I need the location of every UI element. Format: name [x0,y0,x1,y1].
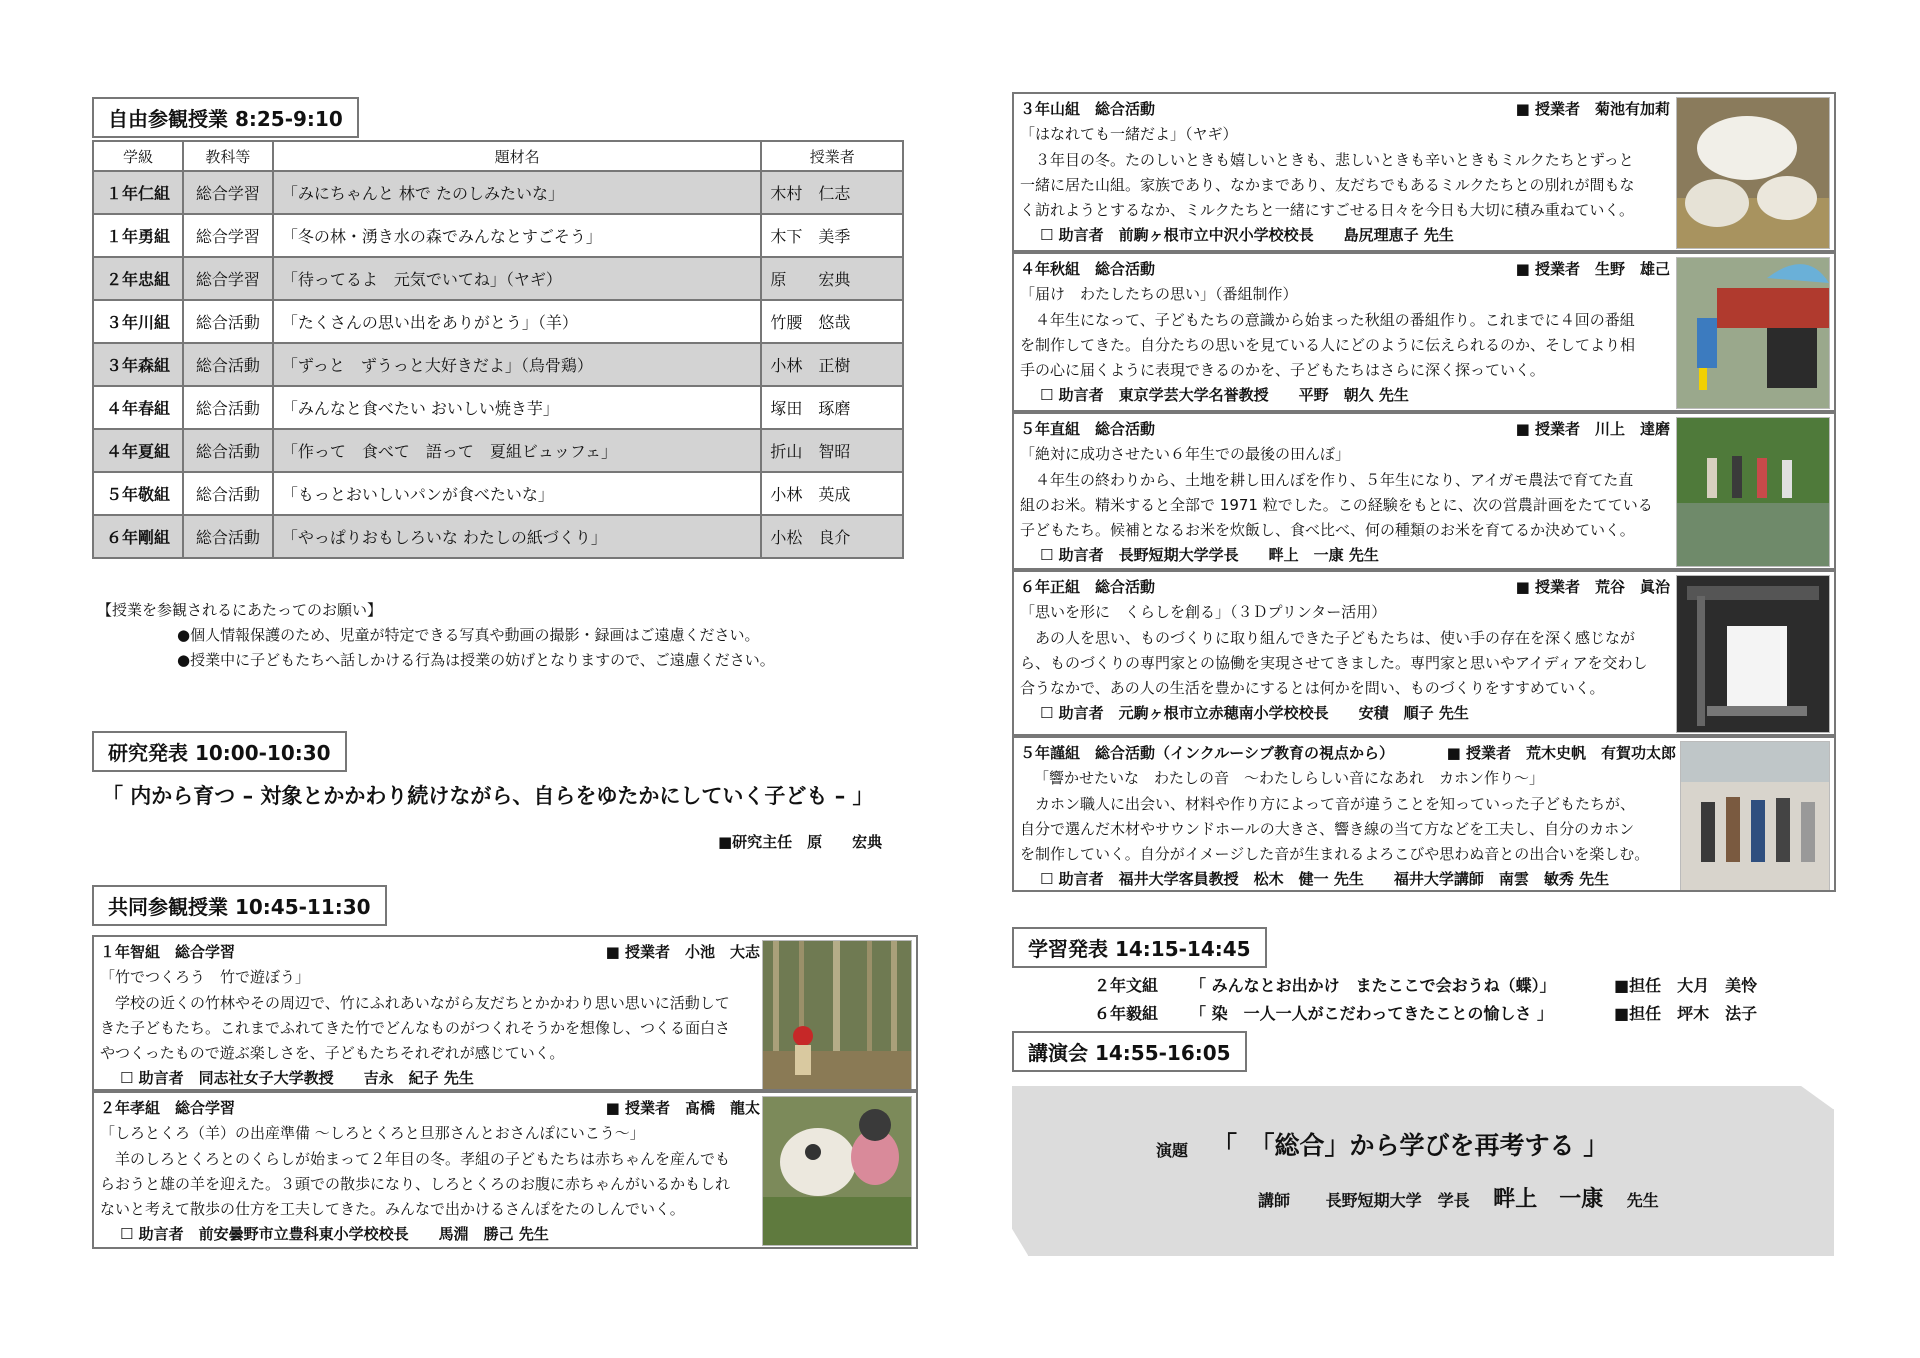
lesson-class: ４年秋組 総合活動 [1020,260,1156,278]
photo-cajon-class [1680,741,1830,891]
right-lesson-1 [1012,92,1836,252]
cell-subject: 総合活動 [183,343,273,386]
study-class: ２年文組 [1094,976,1159,995]
speaker-name: 畔上 一康 [1493,1187,1604,1212]
lesson-desc-line: く訪れようとするなか、ミルクたちと一緒にすごせる日々を今日も大切に積み重ねていく。 [1020,201,1635,219]
lesson-advisor: ☐ 助言者 前安曇野市立豊科東小学校校長 馬淵 勝己 先生 [120,1225,549,1243]
lesson-title: 「竹でつくろう 竹で遊ぼう」 [100,968,311,986]
photo-bamboo-girl [762,940,912,1090]
photo-3d-printer [1676,575,1830,733]
right-lesson-2 [1012,252,1836,412]
lesson-desc-line: 羊のしろとくろとのくらしが始まって２年目の冬。孝組の子どもたちは赤ちゃんを産んでも [115,1150,731,1168]
table-row [93,257,903,300]
table-row [93,472,903,515]
cell-title: 「冬の林・湧き水の森でみんなとすごそう」 [273,214,762,257]
lesson-desc-line: 学校の近くの竹林やその周辺で、竹にふれあいながら友だちとかかわり思い思いに活動して [115,994,730,1012]
photo-rice-field [1676,417,1830,567]
table-row [93,171,903,214]
cell-class: ３年森組 [93,343,183,386]
right-lesson-5 [1012,736,1836,892]
col-title: 題材名 [273,141,762,171]
lesson-advisor: ☐ 助言者 福井大学客員教授 松木 健一 先生 福井大学講師 南雲 敏秀 先生 [1040,870,1610,888]
cell-class: ３年川組 [93,300,183,343]
joint-lesson-2 [92,1091,918,1249]
cell-title: 「やっぱりおもしろいな わたしの紙づくり」 [273,515,762,558]
lesson-desc-line: 合うなかで、あの人の生活を豊かにするとは何かを問い、ものづくりをすすめていく。 [1020,679,1605,697]
lesson-teacher: ■ 授業者 荒谷 眞治 [1515,578,1670,596]
speaker-affil: 長野短期大学 学長 [1325,1191,1470,1210]
free-class-table [92,140,904,559]
speaker-label: 講師 [1258,1191,1291,1210]
lesson-class: ２年孝組 総合学習 [100,1099,236,1117]
lesson-desc-line: 一緒に居た山組。家族であり、なかまであり、友だちでもあるミルクたちとの別れが間もな [1020,176,1635,194]
cell-class: ６年剛組 [93,515,183,558]
lesson-desc-line: 組のお米。精米すると全部で 1971 粒でした。この経験をもとに、次の営農計画をたてている [1020,496,1653,514]
lesson-teacher: ■ 授業者 荒木史帆 有賀功太郎 [1446,744,1676,762]
table-row [93,214,903,257]
lesson-teacher: ■ 授業者 菊池有加莉 [1515,100,1670,118]
cell-title: 「もっとおいしいパンが食べたいな」 [273,472,762,515]
notice-title: 【授業を参観されるにあたってのお願い】 [97,601,383,619]
lesson-desc-line: ないと考えて散歩の仕方を工夫してきた。みんなで出かけるさんぽをたのしんでいく。 [100,1200,685,1218]
cell-title: 「みんなと食べたい おいしい焼き芋」 [273,386,762,429]
cell-class: １年仁組 [93,171,183,214]
lesson-desc-line: らおうと雄の羊を迎えた。３頭での散歩になり、しろとくろのお腹に赤ちゃんがいるかもしれ [100,1175,731,1193]
lesson-teacher: ■ 授業者 生野 雄己 [1515,260,1670,278]
table-row [93,386,903,429]
lesson-desc-line: を制作していく。自分がイメージした音が生まれるよろこびや思わぬ音との出合いを楽しむ。 [1020,845,1650,863]
lesson-desc-line: を制作してきた。自分たちの思いを見ている人にどのように伝えられるのか、そしてより相 [1020,336,1636,354]
study-teacher: ■担任 大月 美怜 [1614,976,1758,995]
research-header: 研究発表 10:00-10:30 [92,731,347,772]
cell-class: ４年春組 [93,386,183,429]
lesson-desc-line: カホン職人に出会い、材料や作り方によって音が違うことを知っていった子どもたちが、 [1035,795,1636,813]
lesson-desc-line: やつくったもので遊ぶ楽しさを、子どもたちそれぞれが感じていく。 [100,1044,565,1062]
right-lesson-3 [1012,412,1836,570]
cell-teacher: 塚田 琢磨 [761,386,903,429]
right-lesson-4 [1012,570,1836,736]
lesson-class: ６年正組 総合活動 [1020,578,1156,596]
lesson-advisor: ☐ 助言者 東京学芸大学名誉教授 平野 朝久 先生 [1040,386,1409,404]
lesson-desc-line: きた子どもたち。これまでふれてきた竹でどんなものがつくれそうかを想像し、つくる面白さ [100,1019,731,1037]
lesson-advisor: ☐ 助言者 前駒ヶ根市立中沢小学校校長 島尻理恵子 先生 [1040,226,1454,244]
study-header: 学習発表 14:15-14:45 [1012,927,1267,968]
cell-subject: 総合活動 [183,386,273,429]
table-row [93,515,903,558]
lesson-class: ５年直組 総合活動 [1020,420,1156,438]
study-teacher: ■担任 坪木 法子 [1614,1004,1758,1023]
table-header-row [93,141,903,171]
lesson-class: ３年山組 総合活動 [1020,100,1156,118]
cell-class: ５年敬組 [93,472,183,515]
research-theme: 「 内から育つ – 対象とかかわり続けながら、自らをゆたかにしていく子ども – 」 [102,784,874,808]
cell-teacher: 折山 智昭 [761,429,903,472]
cell-subject: 総合学習 [183,171,273,214]
study-list [1094,972,1757,1028]
lesson-title: 「しろとくろ（羊）の出産準備 ～しろとくろと旦那さんとおさんぽにいこう～」 [100,1124,645,1142]
lesson-teacher: ■ 授業者 小池 大志 [605,943,760,961]
free-class-header: 自由参観授業 8:25-9:10 [92,97,359,138]
lesson-desc-line: ４年生になって、子どもたちの意識から始まった秋組の番組作り。これまでに４回の番組 [1035,311,1635,329]
lesson-class: ５年謹組 総合活動（インクルーシブ教育の視点から） [1020,744,1394,762]
study-title: 「 みんなとお出かけ またここで会おうね（蝶）」 [1190,976,1556,995]
cell-teacher: 竹腰 悠哉 [761,300,903,343]
lesson-desc-line: ３年目の冬。たのしいときも嬉しいときも、悲しいときも辛いときもミルクたちとずっと [1035,151,1634,169]
photo-filming [1676,257,1830,409]
lesson-teacher: ■ 授業者 川上 達磨 [1515,420,1670,438]
cell-subject: 総合学習 [183,257,273,300]
lecture-panel [1012,1086,1834,1256]
cell-title: 「ずっと ずうっと大好きだよ」（烏骨鶏） [273,343,762,386]
lesson-title: 「届け わたしたちの思い」（番組制作） [1020,285,1298,303]
speaker-suffix: 先生 [1626,1191,1659,1210]
notice [97,598,775,673]
lesson-title: 「響かせたいな わたしの音 ～わたしらしい音になあれ カホン作り～」 [1034,769,1545,787]
cell-title: 「作って 食べて 語って 夏組ビュッフェ」 [273,429,762,472]
notice-item: ●授業中に子どもたちへ話しかける行為は授業の妨げとなりますので、ご遠慮ください。 [177,651,775,669]
lesson-desc-line: 手の心に届くように表現できるのかを、子どもたちはさらに深く探っていく。 [1020,361,1545,379]
cell-subject: 総合活動 [183,515,273,558]
lesson-desc-line: ら、ものづくりの専門家との協働を実現させてきました。専門家と思いやアイディアを交わし [1020,654,1648,672]
cell-title: 「たくさんの思い出をありがとう」（羊） [273,300,762,343]
table-row [93,300,903,343]
lesson-title: 「絶対に成功させたい６年生での最後の田んぼ」 [1020,445,1351,463]
cell-class: ２年忠組 [93,257,183,300]
study-class: ６年毅組 [1094,1004,1159,1023]
research-lead: ■研究主任 原 宏典 [718,833,883,851]
lesson-title: 「はなれても一緒だよ」（ヤギ） [1020,125,1238,143]
table-row [93,429,903,472]
cell-teacher: 原 宏典 [761,257,903,300]
lecture-topic: 「 「総合」から学びを再考する 」 [1212,1131,1609,1160]
joint-header: 共同参観授業 10:45-11:30 [92,885,387,926]
cell-subject: 総合活動 [183,429,273,472]
study-title: 「 染 一人一人がこだわってきたことの愉しさ 」 [1190,1004,1553,1023]
lecture-header: 講演会 14:55-16:05 [1012,1031,1247,1072]
col-class: 学級 [93,141,183,171]
cell-teacher: 木下 美季 [761,214,903,257]
col-teacher: 授業者 [761,141,903,171]
lesson-advisor: ☐ 助言者 長野短期大学学長 畔上 一康 先生 [1040,546,1379,564]
lesson-advisor: ☐ 助言者 元駒ヶ根市立赤穂南小学校校長 安積 順子 先生 [1040,704,1469,722]
lesson-desc-line: ４年生の終わりから、土地を耕し田んぼを作り、５年生になり、アイガモ農法で育てた直 [1035,471,1634,489]
col-subject: 教科等 [183,141,273,171]
cell-teacher: 木村 仁志 [761,171,903,214]
lecture-speaker [1258,1182,1659,1213]
study-row [1094,972,1757,1000]
study-row [1094,1000,1757,1028]
cell-teacher: 小林 英成 [761,472,903,515]
photo-goats [1676,97,1830,249]
notice-item: ●個人情報保護のため、児童が特定できる写真や動画の撮影・録画はご遠慮ください。 [177,626,760,644]
cell-teacher: 小松 良介 [761,515,903,558]
cell-class: １年勇組 [93,214,183,257]
table-row [93,343,903,386]
cell-subject: 総合活動 [183,472,273,515]
lesson-desc-line: 自分で選んだ木材やサウンドホールの大きさ、響き線の当て方などを工夫し、自分のカホン [1020,820,1635,838]
cell-subject: 総合学習 [183,214,273,257]
cell-teacher: 小林 正樹 [761,343,903,386]
lesson-advisor: ☐ 助言者 同志社女子大学教授 吉永 紀子 先生 [120,1069,474,1087]
lecture-topic-label: 演題 [1156,1141,1189,1160]
cell-subject: 総合活動 [183,300,273,343]
lesson-teacher: ■ 授業者 髙橋 龍太 [605,1099,760,1117]
joint-lesson-1 [92,935,918,1091]
cell-title: 「みにちゃんと 林で たのしみたいな」 [273,171,762,214]
lesson-desc-line: あの人を思い、ものづくりに取り組んできた子どもたちは、使い手の存在を深く感じなが [1035,629,1636,647]
lesson-desc-line: 子どもたち。候補となるお米を炊飯し、食べ比べ、何の種類のお米を育てるか決めていく。 [1020,521,1635,539]
photo-sheep-child [762,1096,912,1246]
cell-title: 「待ってるよ 元気でいてね」（ヤギ） [273,257,762,300]
cell-class: ４年夏組 [93,429,183,472]
lesson-title: 「思いを形に くらしを創る」（３Ｄプリンター活用） [1020,603,1387,621]
lesson-class: １年智組 総合学習 [100,943,236,961]
